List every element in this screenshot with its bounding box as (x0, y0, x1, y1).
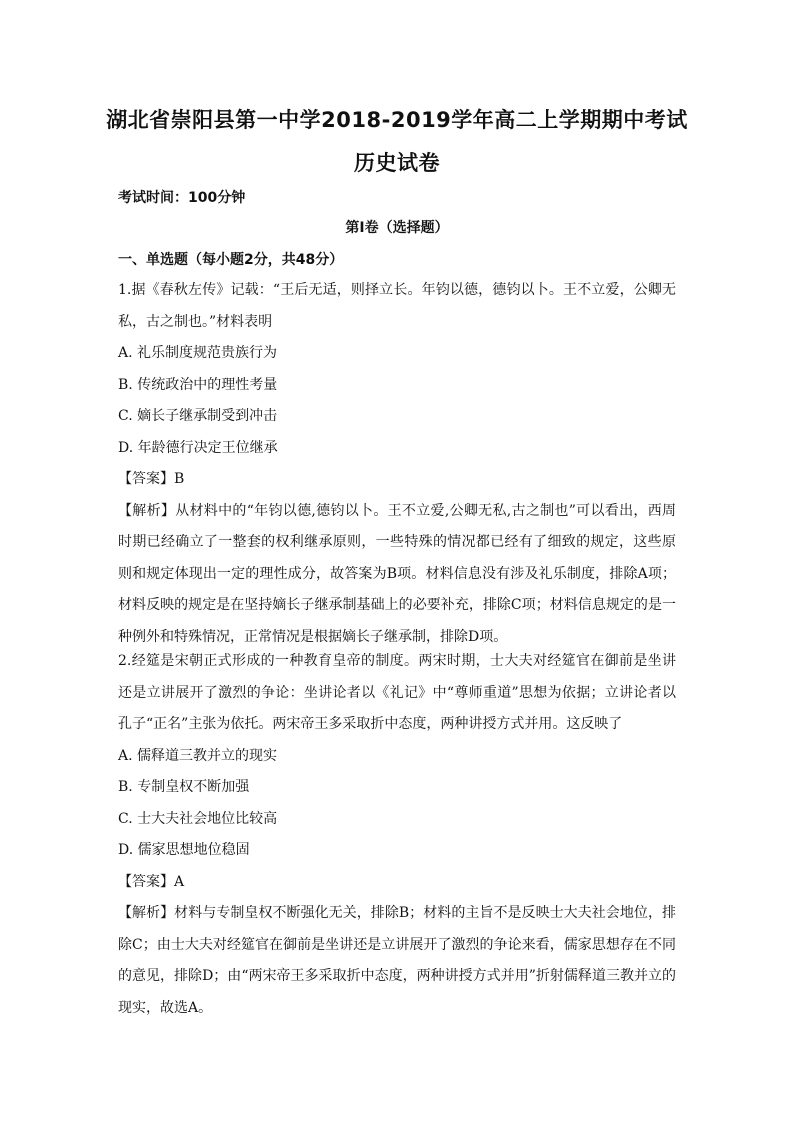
exam-time: 考试时间：100分钟 (118, 190, 246, 206)
answer: 【答案】A (118, 873, 185, 890)
section-title: 一、单选题（每小题2分，共48分） (118, 252, 344, 268)
option-a: A. 儒释道三教并立的现实 (118, 747, 278, 764)
analysis: 【解析】材料与专制皇权不断强化无关，排除B；材料的主旨不是反映士大夫社会地位，排除C；由士大夫对经筵官在御前是坐讲还是立讲展开了激烈的争论来看，儒家思想存在不同的意见，排除D；由“两宋帝王多采取折中态度，两种讲授方式并用”折射儒释道三教并立的现实，故选A。 (118, 905, 676, 1016)
exam-title: 湖北省崇阳县第一中学2018-2019学年高二上学期期中考试 (106, 108, 688, 132)
exam-subject-title: 历史试卷 (354, 151, 440, 175)
analysis: 【解析】从材料中的“年钧以德,德钧以卜。王不立爱,公卿无私,古之制也”可以看出，西周时期已经确立了一整套的权利继承原则，一些特殊的情况都已经有了细致的规定，这些原则和规定体现出一定的理性成分，故答案为B项。材料信息没有涉及礼乐制度，排除A项；材料反映的规定是在坚持嫡长子继承制基础上的必要补充，排除C项；材料信息规定的是一种例外和特殊情况，正常情况是根据嫡长子继承制，排除D项。 (118, 502, 676, 645)
option-a: A. 礼乐制度规范贵族行为 (118, 345, 278, 361)
option-b: B. 传统政治中的理性考量 (118, 376, 278, 393)
option-b: B. 专制皇权不断加强 (118, 779, 250, 795)
question-2 (118, 646, 676, 1024)
question-stem: 2.经筵是宋朝正式形成的一种教育皇帝的制度。两宋时期，士大夫对经筵官在御前是坐讲还是立讲展开了激烈的争论：坐讲论者以《礼记》中“尊师重道”思想为依据；立讲论者以孔子“正名”主张为依托。两宋帝王多采取折中态度，两种讲授方式并用。这反映了 (118, 653, 676, 732)
question-stem: 1.据《春秋左传》记载：“王后无适，则择立长。年钧以德，德钧以卜。王不立爱，公卿无私，古之制也。”材料表明 (118, 282, 676, 330)
option-d: D. 年龄德行决定王位继承 (118, 439, 278, 456)
option-c: C. 嫡长子继承制受到冲击 (118, 408, 278, 424)
answer: 【答案】B (118, 471, 185, 487)
question-1 (118, 275, 676, 653)
option-c: C. 士大夫社会地位比较高 (118, 810, 278, 827)
option-d: D. 儒家思想地位稳固 (118, 842, 250, 858)
volume-title: 第Ⅰ卷（选择题） (345, 220, 449, 236)
